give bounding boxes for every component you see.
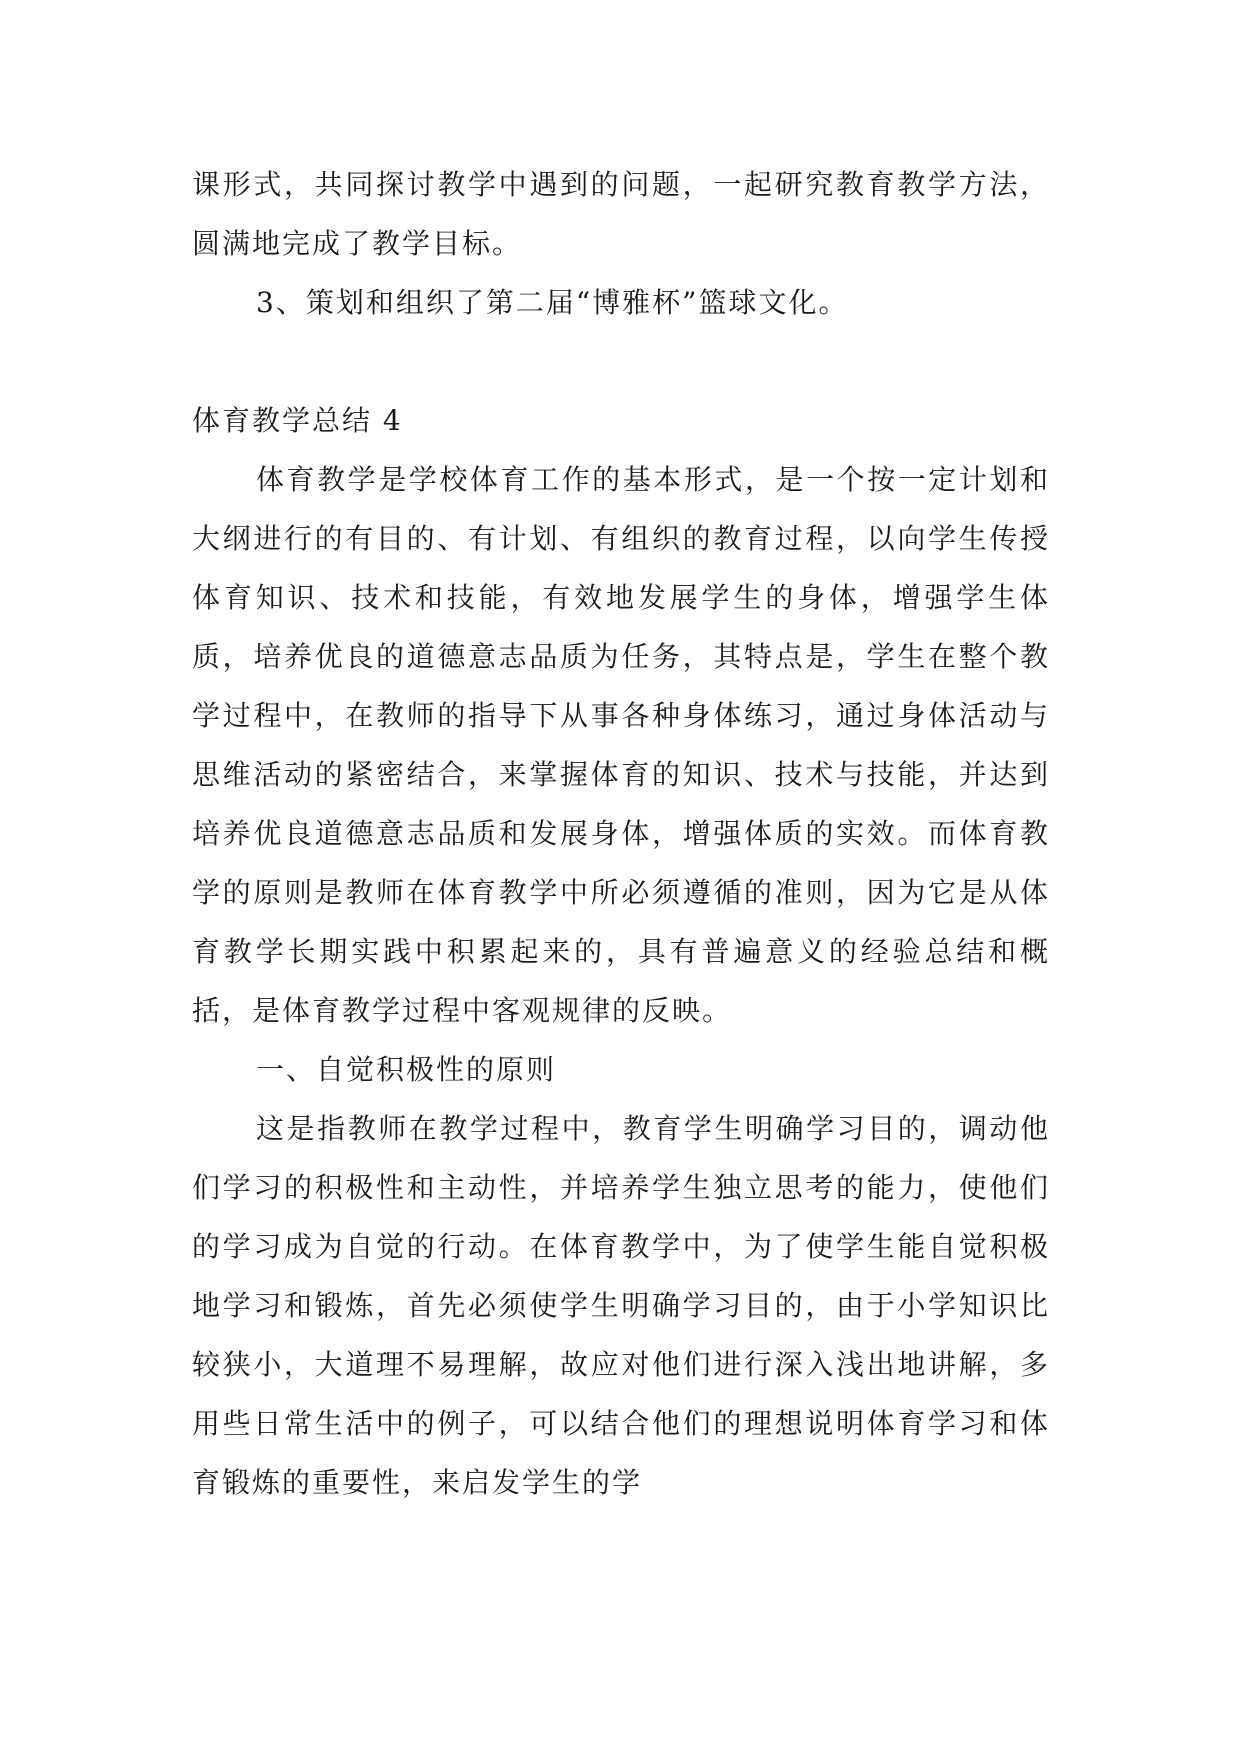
section-heading: 体育教学总结 4 — [192, 404, 403, 437]
paragraph-principle-body: 这是指教师在教学过程中，教育学生明确学习目的，调动他们学习的积极性和主动性，并培养学生独立思考的能力，使他们的学习成为自觉的行动。在体育教学中，为了使学生能自觉积极地学习和锻炼，首先必须使学生明确学习目的，由于小学知识比较狭小，大道理不易理解，故应对他们进行深入浅出地讲解，多用些日常生活中的例子，可以结合他们的理想说明体育学习和体育锻炼的重要性，来启发学生的学 — [192, 1112, 1050, 1499]
paragraph-intro: 体育教学是学校体育工作的基本形式，是一个按一定计划和大纲进行的有目的、有计划、有组织的教育过程，以向学生传授体育知识、技术和技能，有效地发展学生的身体，增强学生体质，培养优良的道德意志品质为任务，其特点是，学生在整个教学过程中，在教师的指导下从事各种身体练习，通过身体活动与思维活动的紧密结合，来掌握体育的知识、技术与技能，并达到培养优良道德意志品质和发展身体，增强体质的实效。而体育教学的原则是教师在体育教学中所必须遵循的准则，因为它是从体育教学长期实践中积累起来的，具有普遍意义的经验总结和概括，是体育教学过程中客观规律的反映。 — [192, 463, 1050, 1027]
principle-heading: 一、自觉积极性的原则 — [256, 1053, 557, 1086]
paragraph-continued: 课形式，共同探讨教学中遇到的问题，一起研究教育教学方法，圆满地完成了教学目标。 — [192, 168, 1050, 260]
paragraph-item-3: 3、策划和组织了第二届“博雅杯”篮球文化。 — [256, 286, 849, 319]
